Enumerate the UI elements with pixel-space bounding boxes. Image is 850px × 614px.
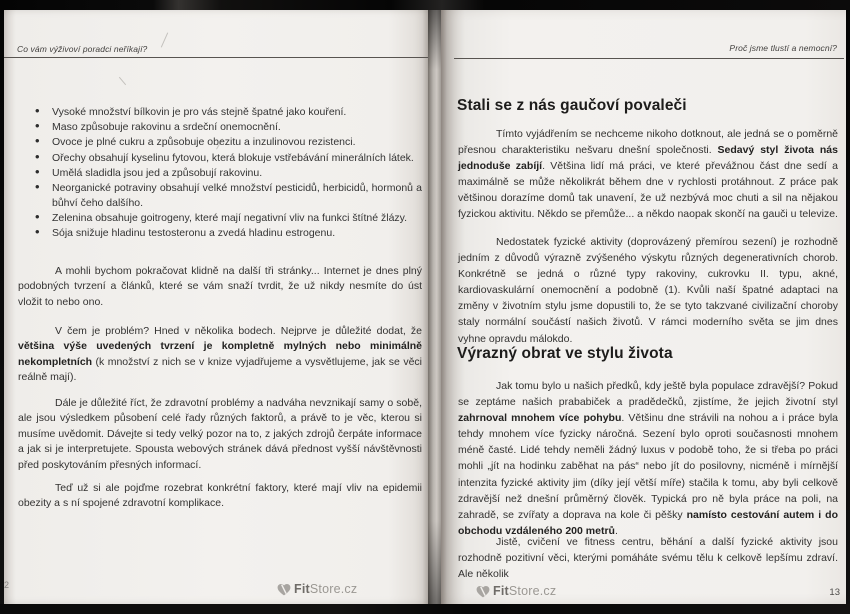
scan-artifact bbox=[161, 32, 168, 47]
bullet-item: • Ořechy obsahují kyselinu fytovou, která blokuje vstřebávání minerálních látek. bbox=[33, 151, 422, 166]
running-head-left: Co vám výživoví poradci neříkají? bbox=[17, 44, 148, 54]
paragraph: A mohli bychom pokračovat klidně na další tři stránky... Internet je dnes plný podobných tvrzení a článků, které se vám snaží tvrdit, že už nikdy nesmíte do úst vložit to nebo ono. bbox=[18, 265, 422, 308]
paragraph: Jak tomu bylo u našich předků, kdy ještě byla populace zdravější? Pokud se zeptáme našich prababiček a pradědečků, zjistíme, že jejich životní styl zahrnoval mnohem více pohybu. Většinu dne strávili na nohou a i práce byla tehdy mnohem více fyzicky náročná. Sezení bylo oproti současnosti mnohem méně časté. Lidé tehdy neměli žádný luxus v podobě toho, že si třeba po práci mohli „jít na hodinku zaběhat na pás“ nebo jít do posilovny, nicméně i mírnější intenzita fyzické aktivity jim (díky její větší míře) stačila k tomu, aby byli celkově zdravější než dnešní průměrný člověk. Typická pro ně byla práce na poli, na zahradě, se zvířaty a doprava na kole či pěšky namísto cestování autem i do obchodu vzdáleného 200 metrů. bbox=[458, 380, 838, 537]
bullet-item: • Vysoké množství bílkovin je pro vás stejně špatné jako kouření. bbox=[33, 105, 422, 120]
header-rule-left bbox=[4, 57, 428, 58]
section-heading: Stali se z nás gaučoví povaleči bbox=[457, 97, 687, 114]
logo-text: FitStore.cz bbox=[493, 584, 557, 598]
paragraph: Nedostatek fyzické aktivity (doprovázený přemírou sezení) je rozhodně jedním z důvodů výrazně zvýšeného výskytu různých degenerativních chorob. Konkrétně se jedná o různé typy rakoviny, cukrovku II. typu, akné, kardiovaskulární onemocnění a podobně (1). Kvůli naší špatné adaptaci na změny v životním stylu jsme dopustili to, že se tyto takzvané civilizační choroby staly normální součástí našich životů. V rámci moderního světa se jim dnes vyhne opravdu málokdo. bbox=[458, 236, 838, 345]
bullet-item: • Umělá sladidla jsou jed a způsobují rakovinu. bbox=[33, 166, 422, 181]
bullet-item: • Ovoce je plné cukru a způsobuje obezitu a inzulinovou rezistenci. bbox=[33, 135, 422, 150]
bullet-item: • Sója snižuje hladinu testosteronu a zvedá hladinu estrogenu. bbox=[33, 226, 422, 241]
bullet-item: • Maso způsobuje rakovinu a srdeční onemocnění. bbox=[33, 120, 422, 135]
section-heading: Výrazný obrat ve stylu života bbox=[457, 345, 673, 362]
right-page bbox=[441, 10, 846, 604]
fitstore-logo bbox=[476, 584, 556, 598]
left-page bbox=[4, 10, 431, 604]
scan-edge-bottom bbox=[0, 604, 850, 614]
heart-icon bbox=[277, 583, 291, 596]
scan-edge-top bbox=[0, 0, 850, 10]
paragraph: Tímto vyjádřením se nechceme nikoho dotknout, ale jedná se o poměrně přesnou charakteristiku nešvaru dnešní společnosti. Sedavý styl života nás jednoduše zabíjí. Většina lidí má práci, ve které převážnou část dne sedí a maximálně se může několikrát během dne v rychlosti protáhnout. Z práce pak většinou dorazíme domů tak unavení, že už nezbývá moc chuti a sil na nějakou fyzickou aktivitu. Někdo se přemůže... a někdo naopak skončí na gauči u televize. bbox=[458, 128, 838, 221]
running-head-right: Proč jsme tlustí a nemocní? bbox=[729, 43, 837, 53]
paragraph: Teď už si ale pojďme rozebrat konkrétní faktory, které mají vliv na epidemii obezity a s ní spojené zdravotní komplikace. bbox=[18, 482, 422, 510]
paragraph: Dále je důležité říct, že zdravotní problémy a nadváha nevznikají samy o sobě, ale jsou výsledkem působení celé řady různých faktorů, a právě to je věc, kterou si musíme uvědomit. Dávejte si tedy velký pozor na to, z jakých zdrojů čerpáte informace a jak si je interpretujete. Spousta webových stránek dává přednost vyšší návštěvnosti před poskytováním přesných informací. bbox=[18, 397, 422, 471]
scan-artifact bbox=[119, 77, 126, 85]
bullet-item: • Zelenina obsahuje goitrogeny, které mají negativní vliv na funkci štítné žlázy. bbox=[33, 211, 422, 226]
fitstore-logo bbox=[277, 582, 357, 596]
header-rule-right bbox=[454, 58, 844, 59]
heart-icon bbox=[476, 585, 490, 598]
paragraph: Jistě, cvičení ve fitness centru, běhání a další fyzické aktivity jsou rozhodně pozitivní věci, kterými pomáháte svému tělu k celkově lepšímu zdraví. Ale několik bbox=[458, 536, 838, 581]
cropped-page-number: 2 bbox=[4, 580, 10, 590]
logo-text: FitStore.cz bbox=[294, 582, 358, 596]
bullet-list bbox=[33, 105, 422, 241]
paragraph: V čem je problém? Hned v několika bodech. Nejprve je důležité dodat, že většina výše uvedených tvrzení je kompletně mylných nebo minimálně nekompletních (k množství z nich se v knize vyjadřujeme a vysvětlujeme, jak se věci reálně mají). bbox=[18, 325, 422, 384]
bullet-item: • Neorganické potraviny obsahují velké množství pesticidů, herbicidů, hormonů a bůhví čeho dalšího. bbox=[33, 181, 422, 210]
page-number: 13 bbox=[829, 587, 840, 598]
